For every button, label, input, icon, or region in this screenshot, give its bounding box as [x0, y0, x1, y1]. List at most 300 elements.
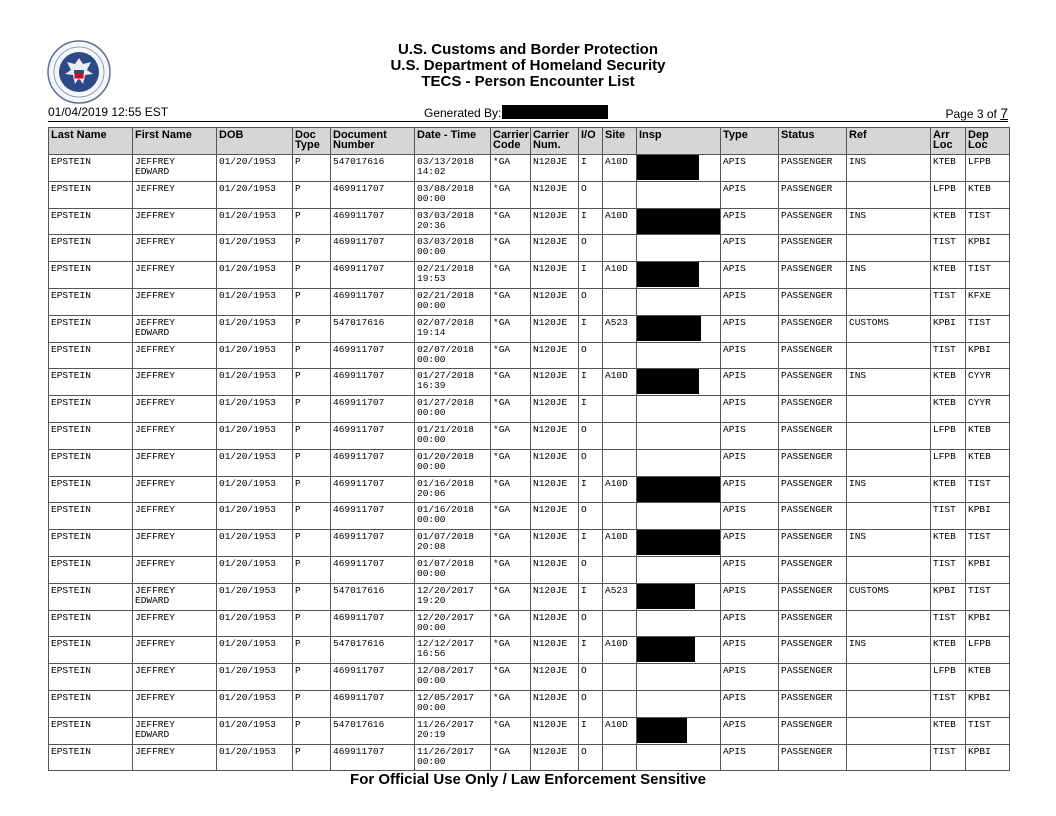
first-name-cell: JEFFREY — [133, 610, 217, 637]
table-row — [49, 503, 1010, 530]
dep-loc-cell: TIST — [966, 530, 1010, 557]
table-row — [49, 717, 1010, 744]
redaction-bar — [637, 530, 721, 555]
type-cell: APIS — [721, 717, 779, 744]
doc-type-cell: P — [293, 235, 331, 262]
io-cell: O — [579, 556, 603, 583]
carrier-code-cell: *GA — [491, 181, 531, 208]
insp-cell — [637, 288, 721, 315]
ref-cell: INS — [847, 369, 931, 396]
arr-loc-cell: TIST — [931, 503, 966, 530]
io-cell: I — [579, 476, 603, 503]
first-name-cell: JEFFREY — [133, 690, 217, 717]
document-number-cell: 469911707 — [331, 208, 415, 235]
arr-loc-cell: TIST — [931, 610, 966, 637]
dob-cell: 01/20/1953 — [217, 262, 293, 289]
insp-cell — [637, 449, 721, 476]
carrier-code-cell: *GA — [491, 583, 531, 610]
site-cell: A10D — [603, 262, 637, 289]
redaction-bar — [637, 477, 721, 502]
redaction-bar — [637, 369, 699, 394]
first-name-cell: JEFFREY EDWARD — [133, 155, 217, 182]
io-cell: O — [579, 181, 603, 208]
dep-loc-cell: KTEB — [966, 664, 1010, 691]
dep-loc-cell: TIST — [966, 315, 1010, 342]
dob-cell: 01/20/1953 — [217, 637, 293, 664]
carrier-code-cell: *GA — [491, 556, 531, 583]
carrier-num-cell: N120JE — [531, 208, 579, 235]
type-cell: APIS — [721, 476, 779, 503]
arr-loc-cell: KPBI — [931, 315, 966, 342]
dob-cell: 01/20/1953 — [217, 690, 293, 717]
classification-footer: For Official Use Only / Law Enforcement Sensitive — [350, 771, 706, 788]
carrier-code-cell: *GA — [491, 449, 531, 476]
doc-type-cell: P — [293, 181, 331, 208]
carrier-num-cell: N120JE — [531, 717, 579, 744]
dob-cell: 01/20/1953 — [217, 503, 293, 530]
table-row — [49, 208, 1010, 235]
table-row — [49, 476, 1010, 503]
io-cell: O — [579, 610, 603, 637]
column-header: Insp — [637, 128, 721, 155]
date-time-cell: 03/03/2018 00:00 — [415, 235, 491, 262]
carrier-num-cell: N120JE — [531, 556, 579, 583]
status-cell: PASSENGER — [779, 664, 847, 691]
document-header — [300, 42, 756, 90]
last-name-cell: EPSTEIN — [49, 315, 133, 342]
carrier-code-cell: *GA — [491, 315, 531, 342]
last-name-cell: EPSTEIN — [49, 530, 133, 557]
ref-cell — [847, 288, 931, 315]
document-number-cell: 469911707 — [331, 503, 415, 530]
insp-cell — [637, 315, 721, 342]
dob-cell: 01/20/1953 — [217, 664, 293, 691]
first-name-cell: JEFFREY — [133, 476, 217, 503]
document-number-cell: 547017616 — [331, 637, 415, 664]
insp-cell — [637, 664, 721, 691]
dep-loc-cell: CYYR — [966, 369, 1010, 396]
date-time-cell: 12/12/2017 16:56 — [415, 637, 491, 664]
ref-cell — [847, 342, 931, 369]
ref-cell — [847, 396, 931, 423]
carrier-code-cell: *GA — [491, 717, 531, 744]
io-cell: I — [579, 315, 603, 342]
ref-cell: INS — [847, 637, 931, 664]
type-cell: APIS — [721, 396, 779, 423]
ref-cell: CUSTOMS — [847, 583, 931, 610]
type-cell: APIS — [721, 583, 779, 610]
first-name-cell: JEFFREY — [133, 449, 217, 476]
first-name-cell: JEFFREY — [133, 422, 217, 449]
arr-loc-cell: KPBI — [931, 583, 966, 610]
dob-cell: 01/20/1953 — [217, 181, 293, 208]
carrier-num-cell: N120JE — [531, 637, 579, 664]
io-cell: O — [579, 342, 603, 369]
dob-cell: 01/20/1953 — [217, 556, 293, 583]
dhs-seal-icon — [47, 40, 111, 104]
io-cell: I — [579, 717, 603, 744]
document-number-cell: 469911707 — [331, 530, 415, 557]
type-cell: APIS — [721, 369, 779, 396]
dob-cell: 01/20/1953 — [217, 744, 293, 771]
first-name-cell: JEFFREY — [133, 181, 217, 208]
type-cell: APIS — [721, 690, 779, 717]
carrier-code-cell: *GA — [491, 422, 531, 449]
io-cell: O — [579, 664, 603, 691]
doc-type-cell: P — [293, 637, 331, 664]
insp-cell — [637, 208, 721, 235]
insp-cell — [637, 503, 721, 530]
site-cell: A523 — [603, 315, 637, 342]
report-title: TECS - Person Encounter List — [421, 73, 635, 90]
doc-type-cell: P — [293, 503, 331, 530]
arr-loc-cell: TIST — [931, 342, 966, 369]
io-cell: I — [579, 369, 603, 396]
redaction-bar — [637, 316, 701, 341]
site-cell: A10D — [603, 717, 637, 744]
last-name-cell: EPSTEIN — [49, 744, 133, 771]
last-name-cell: EPSTEIN — [49, 288, 133, 315]
ref-cell — [847, 744, 931, 771]
io-cell: I — [579, 262, 603, 289]
ref-cell: INS — [847, 208, 931, 235]
insp-cell — [637, 530, 721, 557]
dob-cell: 01/20/1953 — [217, 342, 293, 369]
status-cell: PASSENGER — [779, 288, 847, 315]
column-header: Arr Loc — [931, 128, 966, 155]
type-cell: APIS — [721, 449, 779, 476]
type-cell: APIS — [721, 503, 779, 530]
doc-type-cell: P — [293, 476, 331, 503]
column-header: Type — [721, 128, 779, 155]
ref-cell — [847, 664, 931, 691]
arr-loc-cell: KTEB — [931, 208, 966, 235]
arr-loc-cell: KTEB — [931, 155, 966, 182]
table-row — [49, 288, 1010, 315]
carrier-num-cell: N120JE — [531, 181, 579, 208]
dob-cell: 01/20/1953 — [217, 208, 293, 235]
dob-cell: 01/20/1953 — [217, 155, 293, 182]
last-name-cell: EPSTEIN — [49, 664, 133, 691]
arr-loc-cell: KTEB — [931, 530, 966, 557]
arr-loc-cell: TIST — [931, 235, 966, 262]
column-header: Status — [779, 128, 847, 155]
site-cell — [603, 503, 637, 530]
carrier-code-cell: *GA — [491, 690, 531, 717]
document-number-cell: 469911707 — [331, 449, 415, 476]
carrier-code-cell: *GA — [491, 288, 531, 315]
document-number-cell: 469911707 — [331, 610, 415, 637]
insp-cell — [637, 476, 721, 503]
last-name-cell: EPSTEIN — [49, 449, 133, 476]
dob-cell: 01/20/1953 — [217, 422, 293, 449]
type-cell: APIS — [721, 208, 779, 235]
last-name-cell: EPSTEIN — [49, 342, 133, 369]
last-name-cell: EPSTEIN — [49, 637, 133, 664]
carrier-code-cell: *GA — [491, 262, 531, 289]
dep-loc-cell: LFPB — [966, 155, 1010, 182]
dep-loc-cell: KTEB — [966, 181, 1010, 208]
last-name-cell: EPSTEIN — [49, 155, 133, 182]
site-cell — [603, 235, 637, 262]
first-name-cell: JEFFREY — [133, 369, 217, 396]
table-header-row — [49, 128, 1010, 155]
site-cell: A10D — [603, 208, 637, 235]
dob-cell: 01/20/1953 — [217, 396, 293, 423]
arr-loc-cell: LFPB — [931, 181, 966, 208]
type-cell: APIS — [721, 235, 779, 262]
date-time-cell: 03/03/2018 20:36 — [415, 208, 491, 235]
dob-cell: 01/20/1953 — [217, 288, 293, 315]
arr-loc-cell: KTEB — [931, 262, 966, 289]
dep-loc-cell: KPBI — [966, 690, 1010, 717]
doc-type-cell: P — [293, 530, 331, 557]
column-header: Ref — [847, 128, 931, 155]
site-cell — [603, 342, 637, 369]
io-cell: I — [579, 583, 603, 610]
insp-cell — [637, 717, 721, 744]
table-row — [49, 422, 1010, 449]
page-label: Page 3 of — [945, 107, 997, 121]
date-time-cell: 12/20/2017 19:20 — [415, 583, 491, 610]
page-total: 7 — [1000, 105, 1008, 121]
type-cell: APIS — [721, 530, 779, 557]
carrier-code-cell: *GA — [491, 664, 531, 691]
carrier-num-cell: N120JE — [531, 342, 579, 369]
carrier-num-cell: N120JE — [531, 503, 579, 530]
status-cell: PASSENGER — [779, 315, 847, 342]
status-cell: PASSENGER — [779, 449, 847, 476]
insp-cell — [637, 262, 721, 289]
ref-cell — [847, 503, 931, 530]
last-name-cell: EPSTEIN — [49, 690, 133, 717]
ref-cell — [847, 449, 931, 476]
table-row — [49, 610, 1010, 637]
page-indicator — [945, 105, 1008, 121]
status-cell: PASSENGER — [779, 530, 847, 557]
carrier-code-cell: *GA — [491, 476, 531, 503]
type-cell: APIS — [721, 288, 779, 315]
carrier-num-cell: N120JE — [531, 369, 579, 396]
last-name-cell: EPSTEIN — [49, 717, 133, 744]
doc-type-cell: P — [293, 342, 331, 369]
carrier-num-cell: N120JE — [531, 315, 579, 342]
ref-cell — [847, 610, 931, 637]
dep-loc-cell: KPBI — [966, 556, 1010, 583]
dep-loc-cell: LFPB — [966, 637, 1010, 664]
io-cell: O — [579, 422, 603, 449]
arr-loc-cell: LFPB — [931, 422, 966, 449]
dep-loc-cell: TIST — [966, 583, 1010, 610]
date-time-cell: 03/08/2018 00:00 — [415, 181, 491, 208]
first-name-cell: JEFFREY — [133, 208, 217, 235]
carrier-code-cell: *GA — [491, 396, 531, 423]
dob-cell: 01/20/1953 — [217, 235, 293, 262]
dob-cell: 01/20/1953 — [217, 717, 293, 744]
column-header: Doc Type — [293, 128, 331, 155]
table-row — [49, 637, 1010, 664]
arr-loc-cell: TIST — [931, 744, 966, 771]
date-time-cell: 02/21/2018 19:53 — [415, 262, 491, 289]
table-row — [49, 664, 1010, 691]
column-header: First Name — [133, 128, 217, 155]
insp-cell — [637, 155, 721, 182]
table-row — [49, 262, 1010, 289]
carrier-code-cell: *GA — [491, 342, 531, 369]
column-header: Dep Loc — [966, 128, 1010, 155]
last-name-cell: EPSTEIN — [49, 369, 133, 396]
table-row — [49, 369, 1010, 396]
status-cell: PASSENGER — [779, 396, 847, 423]
document-number-cell: 547017616 — [331, 717, 415, 744]
first-name-cell: JEFFREY — [133, 530, 217, 557]
document-number-cell: 469911707 — [331, 288, 415, 315]
redaction-bar — [637, 584, 695, 609]
insp-cell — [637, 556, 721, 583]
dep-loc-cell: TIST — [966, 717, 1010, 744]
last-name-cell: EPSTEIN — [49, 583, 133, 610]
site-cell — [603, 744, 637, 771]
first-name-cell: JEFFREY — [133, 235, 217, 262]
table-row — [49, 744, 1010, 771]
status-cell: PASSENGER — [779, 503, 847, 530]
column-header: Site — [603, 128, 637, 155]
doc-type-cell: P — [293, 288, 331, 315]
document-number-cell: 469911707 — [331, 664, 415, 691]
carrier-code-cell: *GA — [491, 369, 531, 396]
type-cell: APIS — [721, 342, 779, 369]
first-name-cell: JEFFREY — [133, 262, 217, 289]
status-cell: PASSENGER — [779, 690, 847, 717]
date-time-cell: 01/07/2018 00:00 — [415, 556, 491, 583]
first-name-cell: JEFFREY EDWARD — [133, 315, 217, 342]
status-cell: PASSENGER — [779, 583, 847, 610]
site-cell — [603, 422, 637, 449]
last-name-cell: EPSTEIN — [49, 262, 133, 289]
dob-cell: 01/20/1953 — [217, 476, 293, 503]
arr-loc-cell: TIST — [931, 556, 966, 583]
last-name-cell: EPSTEIN — [49, 476, 133, 503]
type-cell: APIS — [721, 262, 779, 289]
table-row — [49, 449, 1010, 476]
date-time-cell: 12/08/2017 00:00 — [415, 664, 491, 691]
type-cell: APIS — [721, 422, 779, 449]
column-header: Document Number — [331, 128, 415, 155]
table-row — [49, 235, 1010, 262]
redaction-bar — [502, 105, 608, 119]
date-time-cell: 01/20/2018 00:00 — [415, 449, 491, 476]
first-name-cell: JEFFREY — [133, 556, 217, 583]
last-name-cell: EPSTEIN — [49, 503, 133, 530]
column-header: I/O — [579, 128, 603, 155]
type-cell: APIS — [721, 181, 779, 208]
dep-loc-cell: KTEB — [966, 422, 1010, 449]
carrier-code-cell: *GA — [491, 637, 531, 664]
io-cell: I — [579, 637, 603, 664]
status-cell: PASSENGER — [779, 556, 847, 583]
ref-cell: INS — [847, 262, 931, 289]
carrier-num-cell: N120JE — [531, 664, 579, 691]
first-name-cell: JEFFREY EDWARD — [133, 717, 217, 744]
insp-cell — [637, 637, 721, 664]
dep-loc-cell: KPBI — [966, 744, 1010, 771]
date-time-cell: 12/05/2017 00:00 — [415, 690, 491, 717]
doc-type-cell: P — [293, 369, 331, 396]
doc-type-cell: P — [293, 315, 331, 342]
type-cell: APIS — [721, 155, 779, 182]
table-row — [49, 342, 1010, 369]
arr-loc-cell: KTEB — [931, 637, 966, 664]
table-row — [49, 530, 1010, 557]
date-time-cell: 02/21/2018 00:00 — [415, 288, 491, 315]
table-row — [49, 556, 1010, 583]
dep-loc-cell: KPBI — [966, 235, 1010, 262]
insp-cell — [637, 690, 721, 717]
dob-cell: 01/20/1953 — [217, 530, 293, 557]
site-cell — [603, 690, 637, 717]
site-cell — [603, 396, 637, 423]
table-row — [49, 396, 1010, 423]
carrier-code-cell: *GA — [491, 155, 531, 182]
carrier-code-cell: *GA — [491, 235, 531, 262]
table-row — [49, 315, 1010, 342]
document-number-cell: 547017616 — [331, 583, 415, 610]
arr-loc-cell: TIST — [931, 288, 966, 315]
site-cell: A523 — [603, 583, 637, 610]
carrier-code-cell: *GA — [491, 208, 531, 235]
carrier-code-cell: *GA — [491, 744, 531, 771]
divider — [48, 121, 1008, 122]
column-header: Last Name — [49, 128, 133, 155]
status-cell: PASSENGER — [779, 235, 847, 262]
status-cell: PASSENGER — [779, 422, 847, 449]
insp-cell — [637, 422, 721, 449]
carrier-num-cell: N120JE — [531, 744, 579, 771]
last-name-cell: EPSTEIN — [49, 208, 133, 235]
arr-loc-cell: KTEB — [931, 369, 966, 396]
io-cell: I — [579, 155, 603, 182]
date-time-cell: 03/13/2018 14:02 — [415, 155, 491, 182]
date-time-cell: 02/07/2018 19:14 — [415, 315, 491, 342]
carrier-num-cell: N120JE — [531, 235, 579, 262]
io-cell: I — [579, 208, 603, 235]
site-cell — [603, 556, 637, 583]
doc-type-cell: P — [293, 583, 331, 610]
dep-loc-cell: TIST — [966, 208, 1010, 235]
ref-cell: INS — [847, 476, 931, 503]
carrier-code-cell: *GA — [491, 503, 531, 530]
department-title: U.S. Department of Homeland Security — [390, 57, 666, 74]
status-cell: PASSENGER — [779, 610, 847, 637]
generated-by-label: Generated By: — [424, 106, 502, 120]
ref-cell — [847, 181, 931, 208]
document-number-cell: 469911707 — [331, 744, 415, 771]
document-number-cell: 547017616 — [331, 155, 415, 182]
insp-cell — [637, 342, 721, 369]
io-cell: I — [579, 530, 603, 557]
arr-loc-cell: KTEB — [931, 396, 966, 423]
column-header: Carrier Code — [491, 128, 531, 155]
document-number-cell: 469911707 — [331, 396, 415, 423]
doc-type-cell: P — [293, 610, 331, 637]
insp-cell — [637, 181, 721, 208]
status-cell: PASSENGER — [779, 342, 847, 369]
dep-loc-cell: CYYR — [966, 396, 1010, 423]
insp-cell — [637, 235, 721, 262]
column-header: Carrier Num. — [531, 128, 579, 155]
status-cell: PASSENGER — [779, 262, 847, 289]
type-cell: APIS — [721, 637, 779, 664]
